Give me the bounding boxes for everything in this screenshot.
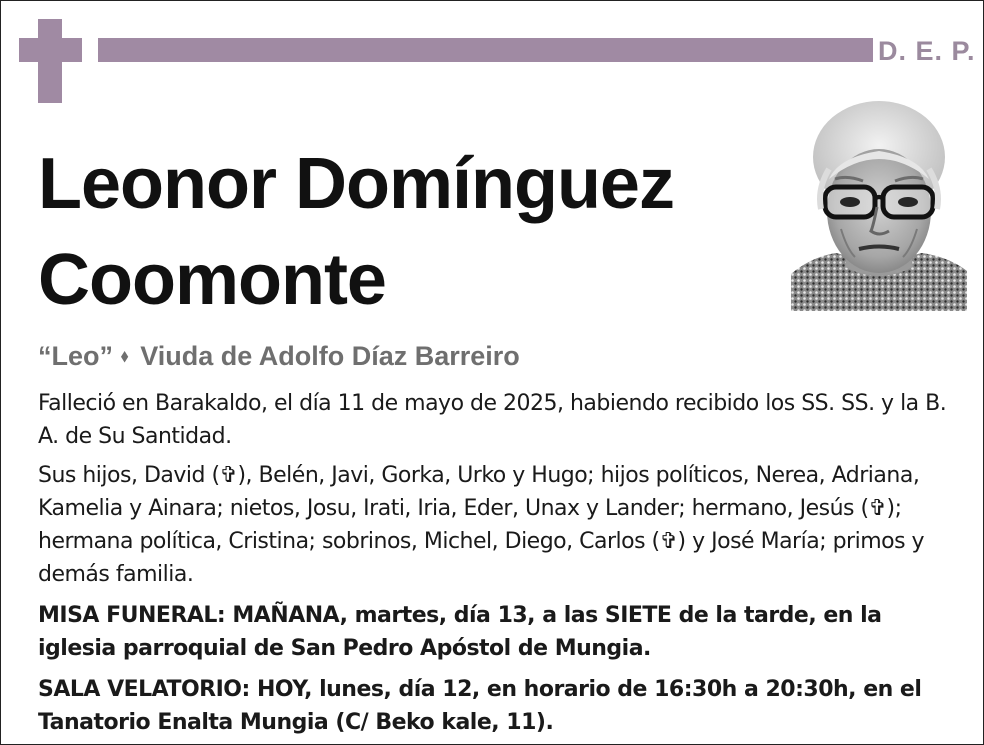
death-notice-paragraph: Falleció en Barakaldo, el día 11 de mayo de 2025, habiendo recibido los SS. SS. y la B. A. de Su Santidad. <box>38 391 947 449</box>
name-line-2: Coomonte <box>38 240 386 320</box>
wake-room-paragraph: SALA VELATORIO: HOY, lunes, día 12, en horario de 16:30h a 20:30h, en el Tanatorio Enalta Mungia (C/ Beko kale, 11). <box>38 677 922 735</box>
nickname: “Leo” <box>38 341 114 371</box>
funeral-mass-paragraph: MISA FUNERAL: MAÑANA, martes, día 13, a las SIETE de la tarde, en la iglesia parroquial de San Pedro Apóstol de Mungia. <box>38 603 882 661</box>
spouse-info: Viuda de Adolfo Díaz Barreiro <box>140 341 520 371</box>
family-paragraph: Sus hijos, David (✞), Belén, Javi, Gorka, Urko y Hugo; hijos políticos, Nerea, Adriana, Kamelia y Ainara; nietos, Josu, Irati, Iria, Eder, Unax y Lander; hermano, Jesús (✞); hermana política, Cristina; sobrinos, Michel, Diego, Carlos (✞) y José María; primos y demás familia. <box>38 463 925 587</box>
portrait-photo-image <box>791 99 967 311</box>
dep-label: D. E. P. <box>878 36 976 66</box>
deceased-name <box>38 136 768 328</box>
subtitle <box>38 339 798 378</box>
portrait-photo <box>791 99 967 311</box>
cross-horizontal-bar <box>19 38 82 62</box>
diamond-separator-icon: ⬧ <box>121 348 129 365</box>
name-line-1: Leonor Domínguez <box>38 144 674 224</box>
header-band <box>98 38 873 62</box>
